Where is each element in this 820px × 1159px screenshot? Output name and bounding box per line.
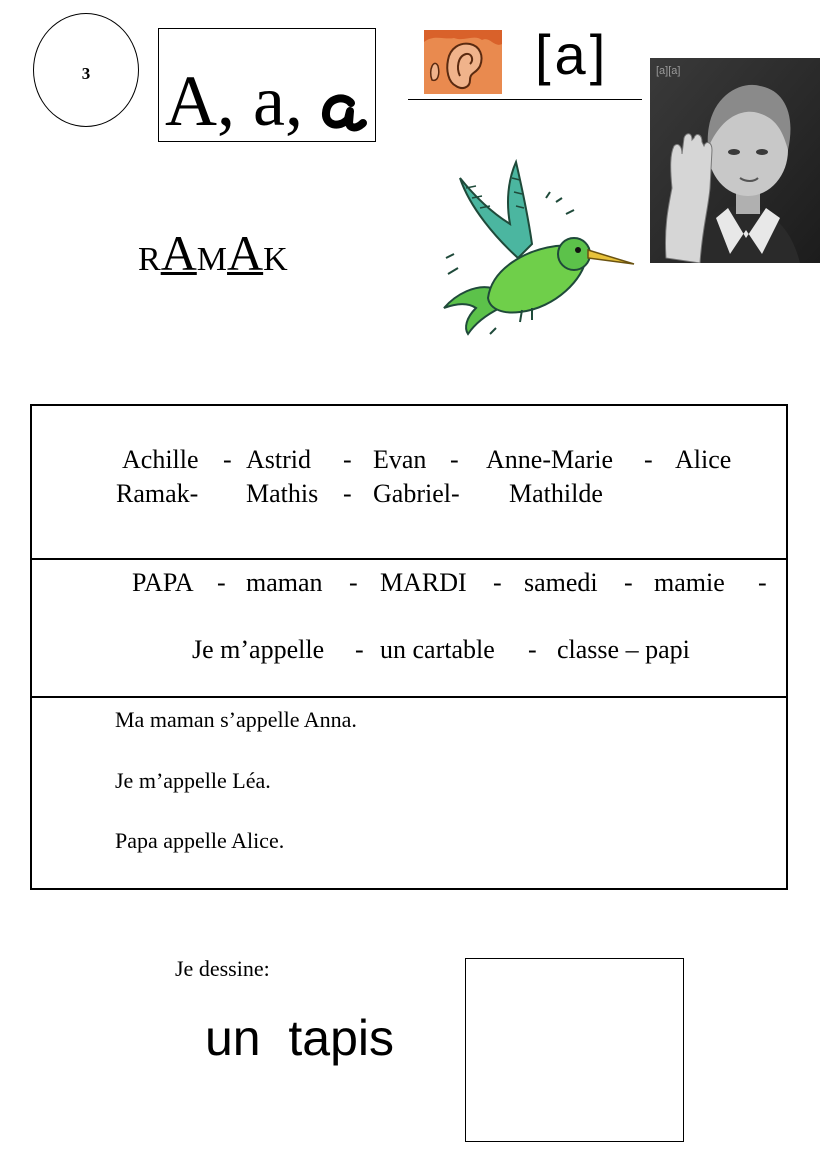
- drawing-box[interactable]: [465, 958, 684, 1142]
- vocab-word: mamie: [654, 568, 725, 597]
- boy-photo: [650, 58, 820, 263]
- separator: -: [644, 445, 653, 474]
- name-word: Mathilde: [509, 479, 603, 508]
- vocab-word: MARDI: [380, 568, 467, 597]
- separator: -: [624, 568, 633, 597]
- separator: -: [450, 445, 459, 474]
- sentence: Ma maman s’appelle Anna.: [115, 707, 357, 732]
- table-divider: [32, 696, 786, 698]
- sentence: Papa appelle Alice.: [115, 828, 285, 853]
- separator: -: [217, 568, 226, 597]
- name-word: Evan: [373, 445, 427, 474]
- vocab-word: Je m’appelle: [192, 635, 325, 664]
- vocab-word: maman: [246, 568, 323, 597]
- drawing-label: Je dessine:: [175, 956, 270, 981]
- separator: -: [343, 445, 352, 474]
- lesson-number-circle: [33, 13, 139, 127]
- photo-caption: [a][a]: [656, 65, 681, 77]
- cursive-a-icon: [321, 65, 367, 137]
- phoneme: [a]: [535, 23, 610, 86]
- name-word: Mathis: [246, 479, 319, 508]
- mascot-letter: M: [196, 241, 228, 278]
- separator: -: [349, 568, 358, 597]
- mascot-letter: R: [138, 241, 161, 278]
- separator: -: [343, 479, 352, 508]
- lesson-number: 3: [81, 64, 91, 83]
- name-word: Ramak-: [116, 479, 199, 508]
- sentence: Je m’appelle Léa.: [115, 768, 271, 793]
- vocab-word: PAPA: [132, 568, 194, 597]
- mascot-letter: K: [263, 241, 288, 278]
- separator: -: [493, 568, 502, 597]
- letters-heading: [165, 61, 367, 141]
- mascot-letter-highlight: A: [160, 225, 197, 281]
- name-word: Alice: [675, 445, 732, 474]
- name-word: Achille: [122, 445, 199, 474]
- drawing-word: un tapis: [205, 1010, 395, 1066]
- name-word: Anne-Marie: [486, 445, 614, 474]
- name-word: Gabriel-: [373, 479, 460, 508]
- letters-box: [158, 28, 376, 142]
- vocab-word: un cartable: [380, 635, 495, 664]
- hummingbird-icon: [436, 158, 636, 338]
- separator: -: [355, 635, 364, 664]
- letter-forms: A, a,: [165, 61, 303, 141]
- separator: -: [758, 568, 767, 597]
- mascot-name: [138, 225, 288, 281]
- separator: -: [528, 635, 537, 664]
- name-word: Astrid: [246, 445, 311, 474]
- word-table: [30, 404, 788, 890]
- phoneme-underline: [408, 99, 642, 100]
- vocab-word: classe – papi: [557, 635, 690, 664]
- separator: -: [223, 445, 232, 474]
- vocab-word: samedi: [524, 568, 598, 597]
- table-divider: [32, 558, 786, 560]
- mascot-letter-highlight: A: [227, 225, 264, 281]
- ear-icon: [424, 30, 502, 94]
